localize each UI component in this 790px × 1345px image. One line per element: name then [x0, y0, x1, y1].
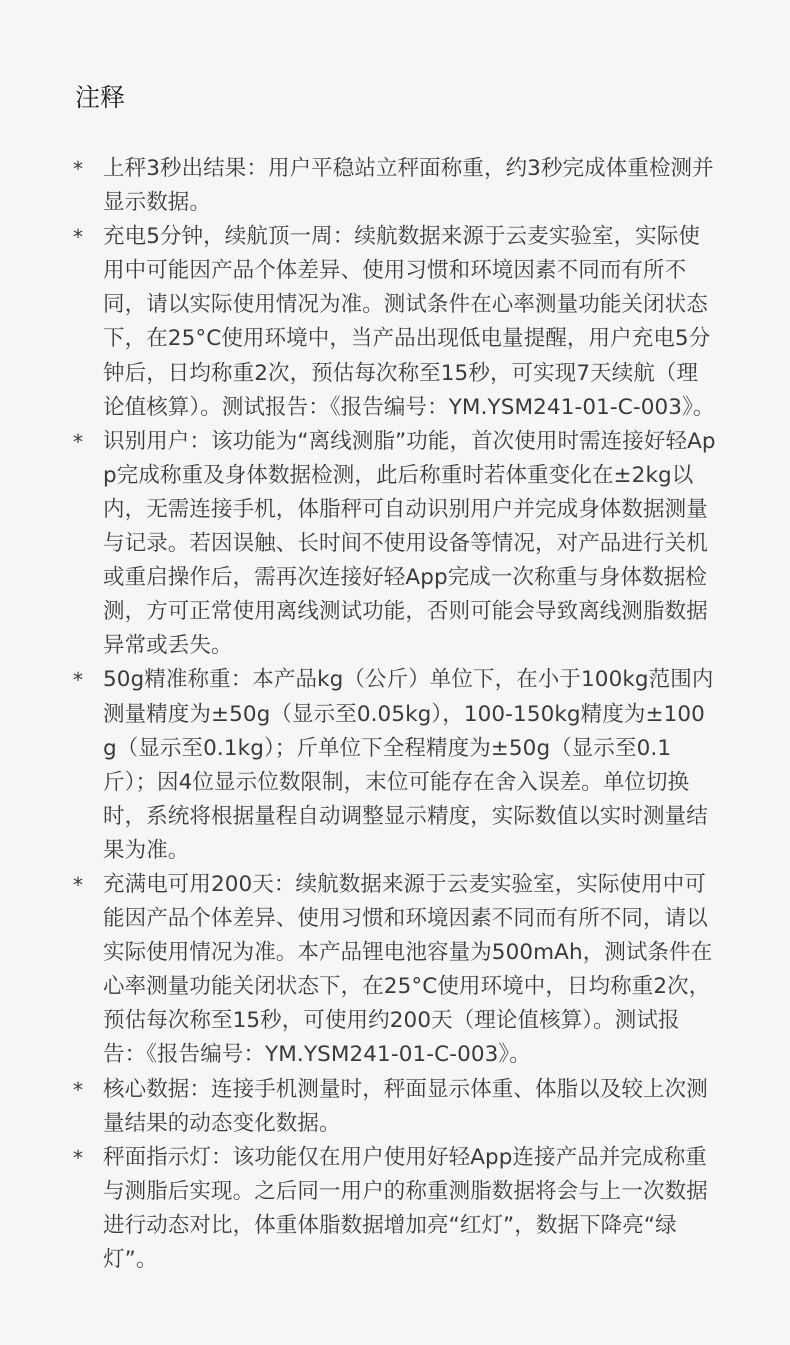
- note-text: 秤面指示灯：该功能仅在用户使用好轻App连接产品并完成称重与测脂后实现。之后同一用户的称重测脂数据将会与上一次数据进行动态对比，体重体脂数据增加亮“红灯”，数据下降亮“绿灯”。: [103, 1144, 708, 1272]
- note-text: 识别用户：该功能为“离线测脂”功能，首次使用时需连接好轻App完成称重及身体数据检测，此后称重时若体重变化在±2kg以内，无需连接手机，体脂秤可自动识别用户并完成身体数据测量与记录。若因误触、长时间不使用设备等情况，对产品进行关机或重启操作后，需再次连接好轻App完成一次称重与身体数据检测，方可正常使用离线测试功能，否则可能会导致离线测脂数据异常或丢失。: [103, 428, 716, 659]
- list-item: [73, 220, 718, 425]
- note-text: 充满电可用200天：续航数据来源于云麦实验室，实际使用中可能因产品个体差异、使用习惯和环境因素不同而有所不同，请以实际使用情况为准。本产品锂电池容量为500mAh，测试条件在心率测量功能关闭状态下，在25°C使用环境中，日均称重2次，预估每次称至15秒，可使用约200天（理论值核算）。测试报告：《报告编号：YM.YSM241-01-C-003》。: [103, 871, 713, 1068]
- note-text: 核心数据：连接手机测量时，秤面显示体重、体脂以及较上次测量结果的动态变化数据。: [103, 1076, 708, 1136]
- list-item: [73, 663, 718, 868]
- asterisk-bullet: *: [73, 429, 83, 454]
- asterisk-bullet: *: [73, 225, 83, 250]
- asterisk-bullet: *: [73, 872, 83, 897]
- note-text: 上秤3秒出结果：用户平稳站立秤面称重，约3秒完成体重检测并显示数据。: [103, 156, 714, 216]
- asterisk-bullet: *: [73, 668, 83, 693]
- asterisk-bullet: *: [73, 1145, 83, 1170]
- list-item: [73, 868, 718, 1073]
- asterisk-bullet: *: [73, 157, 83, 181]
- asterisk-bullet: *: [73, 1077, 83, 1102]
- note-text: 50g精准称重：本产品kg（公斤）单位下，在小于100kg范围内测量精度为±50g（显示至0.05kg），100-150kg精度为±100g（显示至0.1kg）；斤单位下全程精度为±50g（显示至0.1斤）；因4位显示位数限制，末位可能存在舍入误差。单位切换时，系统将根据量程自动调整显示精度，实际数值以实时测量结果为准。: [103, 667, 714, 863]
- page-title: 注释: [75, 83, 126, 112]
- list-item: [73, 152, 718, 220]
- list-item: [73, 1073, 718, 1141]
- list-item: [73, 1141, 718, 1277]
- list-item: [73, 425, 718, 664]
- note-text: 充电5分钟，续航顶一周：续航数据来源于云麦实验室，实际使用中可能因产品个体差异、使用习惯和环境因素不同而有所不同，请以实际使用情况为准。测试条件在心率测量功能关闭状态下，在25°C使用环境中，当产品出现低电量提醒，用户充电5分钟后，日均称重2次，预估每次称至15秒，可实现7天续航（理论值核算）。测试报告：《报告编号：YM.YSM241-01-C-003》。: [103, 224, 715, 420]
- notes-list: [73, 152, 718, 1277]
